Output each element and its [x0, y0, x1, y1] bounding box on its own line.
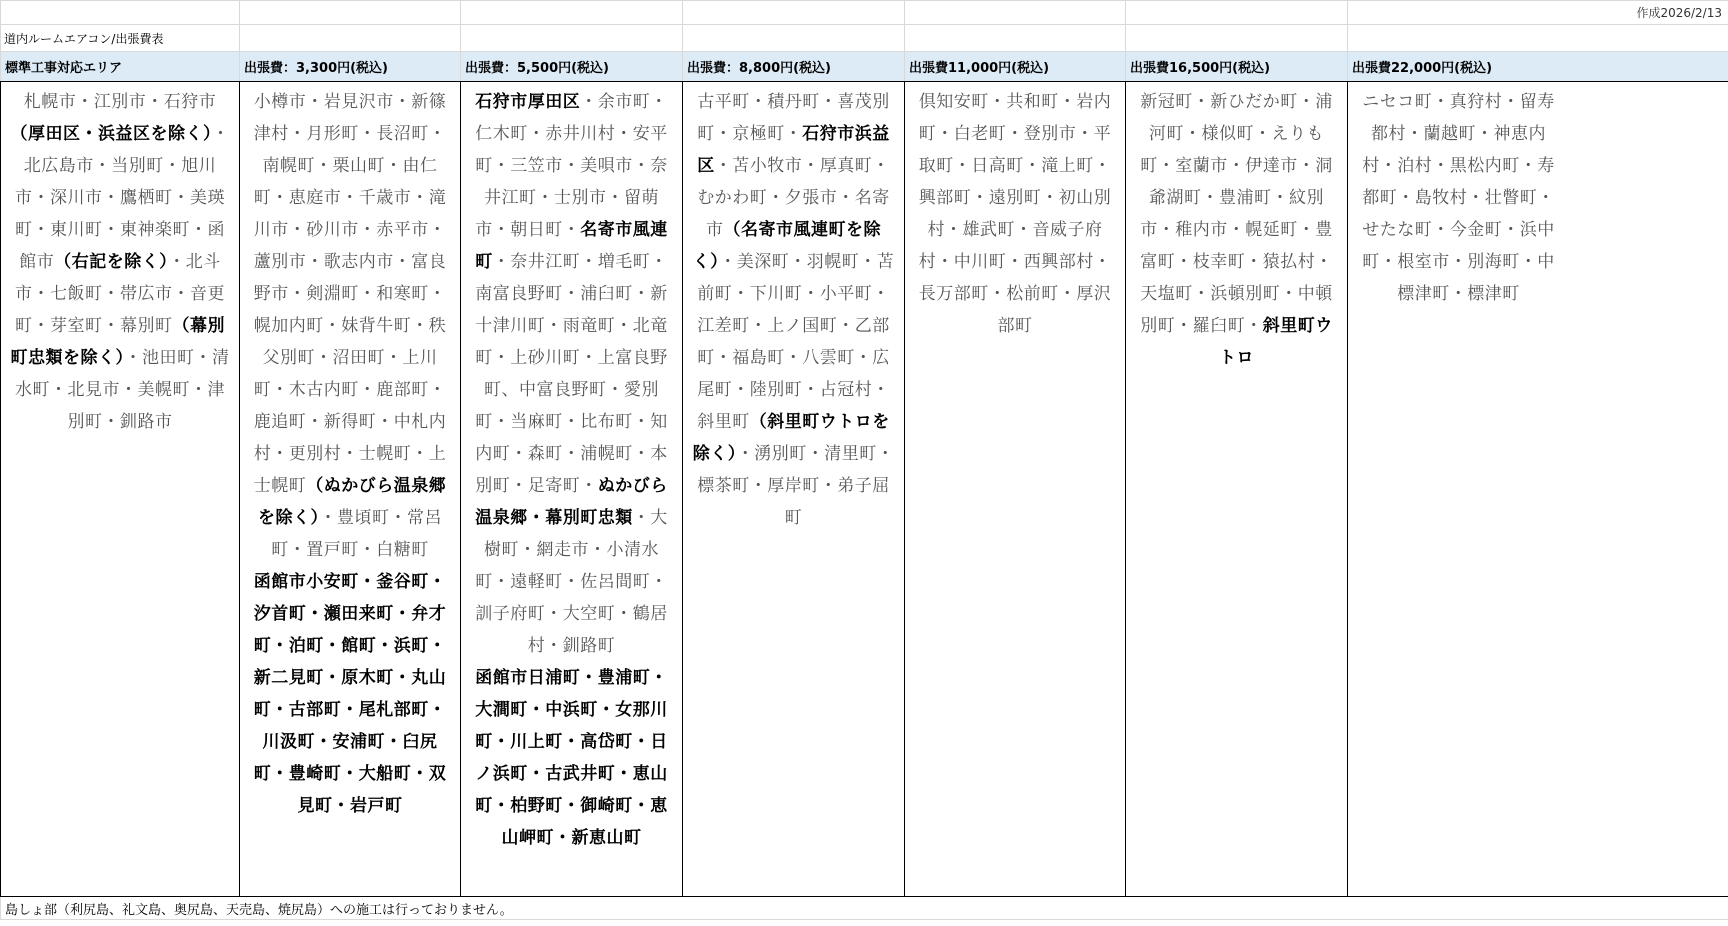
area-text: ・奈井江町・増毛町・南富良野町・浦臼町・新十津川町・雨竜町・北竜町・上砂川町・上富良野町、中富良野町・愛別町・当麻町・比布町・知内町・森町・浦幌町・本別町・足寄町・	[475, 252, 668, 496]
area-text: ・余市町・仁木町・赤井川村・安平町・三笠市・美唄市・奈井江町・士別市・留萌市・朝日町・	[475, 92, 668, 240]
empty-cell[interactable]	[1126, 1, 1348, 25]
area-cell-8800[interactable]	[683, 82, 905, 897]
created-date[interactable]: 作成2026/2/13	[1348, 1, 1728, 25]
area-text-emphasis: （右記を除く）	[54, 252, 169, 272]
area-list	[461, 82, 682, 662]
area-text-emphasis: （斜里町ウトロを除く）	[692, 412, 890, 464]
area-text-emphasis: （幕別町忠類を除く）	[10, 316, 225, 368]
area-list	[683, 82, 904, 534]
area-cell-22000[interactable]	[1348, 82, 1728, 897]
area-text-emphasis: 名寄市風連町	[475, 220, 668, 272]
area-list	[1126, 82, 1347, 374]
area-text: 新冠町・新ひだか町・浦河町・様似町・えりも町・室蘭市・伊達市・洞爺湖町・豊浦町・紋別市・稚内市・幌延町・豊富町・枝幸町・猿払村・天塩町・浜頓別町・中頓別町・羅臼町・	[1140, 92, 1333, 336]
header-fee-16500[interactable]: 出張費16,500円(税込)	[1126, 52, 1348, 82]
empty-cell[interactable]	[461, 1, 683, 25]
header-fee-5500[interactable]: 出張費：5,500円(税込)	[461, 52, 683, 82]
empty-cell[interactable]	[683, 25, 905, 52]
area-text: ・美深町・羽幌町・苫前町・下川町・小平町・江差町・上ノ国町・乙部町・福島町・八雲町・広尾町・陸別町・占冠村・斜里町	[697, 252, 895, 432]
area-text: ニセコ町・真狩村・留寿都村・蘭越町・神恵内村・泊村・黒松内町・寿都町・島牧村・壮瞥町・せたな町・今金町・浜中町・根室市・別海町・中標津町・標津町	[1362, 92, 1555, 304]
area-list	[240, 82, 460, 566]
empty-cell[interactable]	[1348, 25, 1728, 52]
area-text: ・大樹町・網走市・小清水町・遠軽町・佐呂間町・訓子府町・大空町・鶴居村・釧路町	[475, 508, 668, 656]
area-text: ・豊頃町・常呂町・置戸町・白糖町	[271, 508, 442, 560]
area-text: 札幌市・江別市・石狩市	[23, 92, 217, 112]
area-list	[1, 82, 239, 438]
area-cell-11000[interactable]	[905, 82, 1126, 897]
area-cell-standard[interactable]	[1, 82, 240, 897]
header-fee-11000[interactable]: 出張費11,000円(税込)	[905, 52, 1126, 82]
area-text: ・苫小牧市・厚真町・むかわ町・夕張市・名寄市	[697, 156, 890, 240]
area-text: ・北斗市・七飯町・帯広市・音更町・芽室町・幕別町	[15, 252, 225, 336]
header-fee-22000[interactable]: 出張費22,000円(税込)	[1348, 52, 1728, 82]
header-fee-3300[interactable]: 出張費：3,300円(税込)	[240, 52, 461, 82]
area-text-emphasis: 石狩市浜益区	[697, 124, 890, 176]
area-text-emphasis: （名寄市風連町を除く）	[692, 220, 881, 272]
empty-cell[interactable]	[683, 1, 905, 25]
area-text: ・北広島市・当別町・旭川市・深川市・鷹栖町・美瑛町・東川町・東神楽町・函館市	[15, 124, 230, 272]
empty-cell[interactable]	[905, 1, 1126, 25]
area-cell-5500[interactable]	[461, 82, 683, 897]
empty-cell[interactable]	[240, 1, 461, 25]
empty-cell[interactable]	[905, 25, 1126, 52]
area-text: 古平町・積丹町・喜茂別町・京極町・	[697, 92, 890, 144]
hakodate-bold-list: 函館市日浦町・豊浦町・大澗町・中浜町・女那川町・川上町・高岱町・日ノ浜町・古武井町・恵山町・柏野町・御崎町・恵山岬町・新恵山町	[475, 668, 668, 848]
header-fee-8800[interactable]: 出張費：8,800円(税込)	[683, 52, 905, 82]
area-cell-3300[interactable]	[240, 82, 461, 897]
empty-cell[interactable]	[1126, 25, 1348, 52]
empty-cell[interactable]	[461, 25, 683, 52]
footer-note[interactable]: 島しょ部（利尻島、礼文島、奥尻島、天売島、焼尻島）への施工は行っておりません。	[1, 897, 1728, 920]
area-text-emphasis: 斜里町ウトロ	[1219, 316, 1333, 368]
area-text: ・池田町・清水町・北見市・美幌町・津別町・釧路市	[15, 348, 230, 432]
area-text: 倶知安町・共和町・岩内町・白老町・登別市・平取町・日高町・滝上町・興部町・遠別町・初山別村・雄武町・音威子府村・中川町・西興部村・長万部町・松前町・厚沢部町	[918, 92, 1112, 336]
header-standard-area[interactable]: 標準工事対応エリア	[1, 52, 240, 82]
area-text: 小樽市・岩見沢市・新篠津村・月形町・長沼町・南幌町・栗山町・由仁町・恵庭市・千歳市・滝川市・砂川市・赤平市・蘆別市・歌志内市・富良野市・剣淵町・和寒町・幌加内町・妹背牛町・秩父別町・沼田町・上川町・木古内町・鹿部町・鹿追町・新得町・中札内村・更別村・士幌町・上士幌町	[253, 92, 447, 496]
area-list	[1348, 82, 1569, 310]
area-cell-16500[interactable]	[1126, 82, 1348, 897]
sheet-title[interactable]: 道内ルームエアコン/出張費表	[1, 25, 240, 52]
area-text-emphasis: （ぬかびら温泉郷を除く）	[258, 476, 447, 528]
hakodate-bold-list: 函館市小安町・釜谷町・汐首町・瀬田来町・弁才町・泊町・館町・浜町・新二見町・原木町・丸山町・古部町・尾札部町・川汲町・安浦町・臼尻町・豊崎町・大船町・双見町・岩戸町	[253, 572, 447, 816]
area-text: ・湧別町・清里町・標茶町・厚岸町・弟子屈町	[697, 444, 895, 528]
empty-cell[interactable]	[1, 1, 240, 25]
area-text-emphasis: （厚田区・浜益区を除く）	[10, 124, 212, 144]
area-text-emphasis: ぬかびら温泉郷・幕別町忠類	[475, 476, 668, 528]
area-text-emphasis: 石狩市厚田区	[475, 92, 581, 112]
area-list	[905, 82, 1125, 342]
empty-cell[interactable]	[240, 25, 461, 52]
